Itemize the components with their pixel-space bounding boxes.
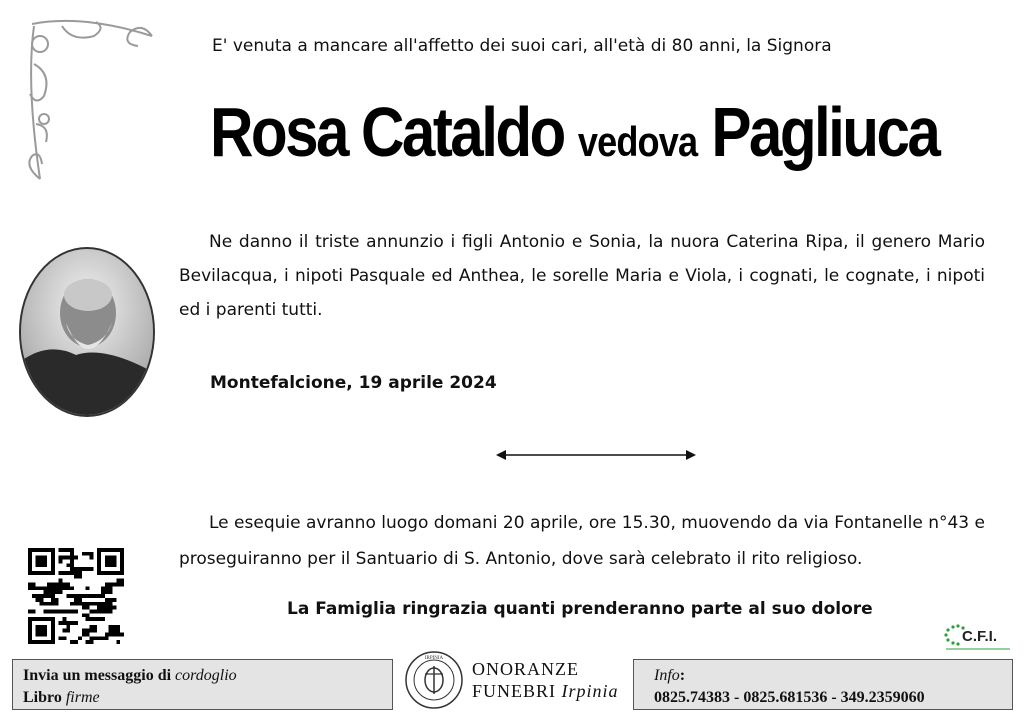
- corner-flourish-icon: [22, 14, 162, 186]
- cfi-logo-text: C.F.I.: [962, 628, 998, 645]
- funeral-body: Le esequie avranno luogo domani 20 aprile, ore 15.30, muovendo da via Fontanelle n°43 e proseguiranno per il Santuario di S. Antonio, dove sarà celebrato il rito religioso.: [179, 513, 985, 569]
- info-label: Info:: [654, 667, 686, 684]
- funeral-details: [179, 505, 985, 577]
- brand-line-1: ONORANZE: [472, 659, 579, 679]
- qr-code-icon[interactable]: [28, 548, 124, 644]
- info-phones[interactable]: 0825.74383 - 0825.681536 - 349.2359060: [654, 689, 925, 706]
- condolence-box[interactable]: [12, 659, 393, 710]
- deceased-first-name: Rosa Cataldo: [210, 93, 564, 171]
- thanks-text: La Famiglia ringrazia quanti prenderanno parte al suo dolore: [287, 599, 873, 619]
- info-box: [633, 659, 1013, 710]
- double-arrow-divider-icon: [496, 448, 696, 462]
- cfi-logo-icon: [942, 620, 1012, 654]
- portrait-photo: [16, 245, 158, 420]
- intro-text: E' venuta a mancare all'affetto dei suoi cari, all'età di 80 anni, la Signora: [212, 36, 832, 56]
- guestbook-link[interactable]: Libro firme: [23, 689, 100, 706]
- deceased-middle: vedova: [577, 118, 698, 165]
- deceased-name: [210, 92, 939, 172]
- place-date: Montefalcione, 19 aprile 2024: [210, 373, 497, 393]
- brand-line-2: FUNEBRI Irpinia: [472, 681, 619, 701]
- emblem-top-text: IRPINIA: [424, 656, 444, 661]
- funeral-home-emblem-icon: [404, 650, 464, 710]
- announcement-text: [179, 225, 985, 327]
- deceased-last-name: Pagliuca: [711, 93, 939, 171]
- brand-name: [472, 658, 619, 702]
- announcement-body: Ne danno il triste annunzio i figli Antonio e Sonia, la nuora Caterina Ripa, il genero Mario Bevilacqua, i nipoti Pasquale ed Anthea, le sorelle Maria e Viola, i cognati, le cognate, i nipoti ed i parenti tutti.: [179, 232, 985, 320]
- condolence-link[interactable]: Invia un messaggio di cordoglio: [23, 667, 237, 684]
